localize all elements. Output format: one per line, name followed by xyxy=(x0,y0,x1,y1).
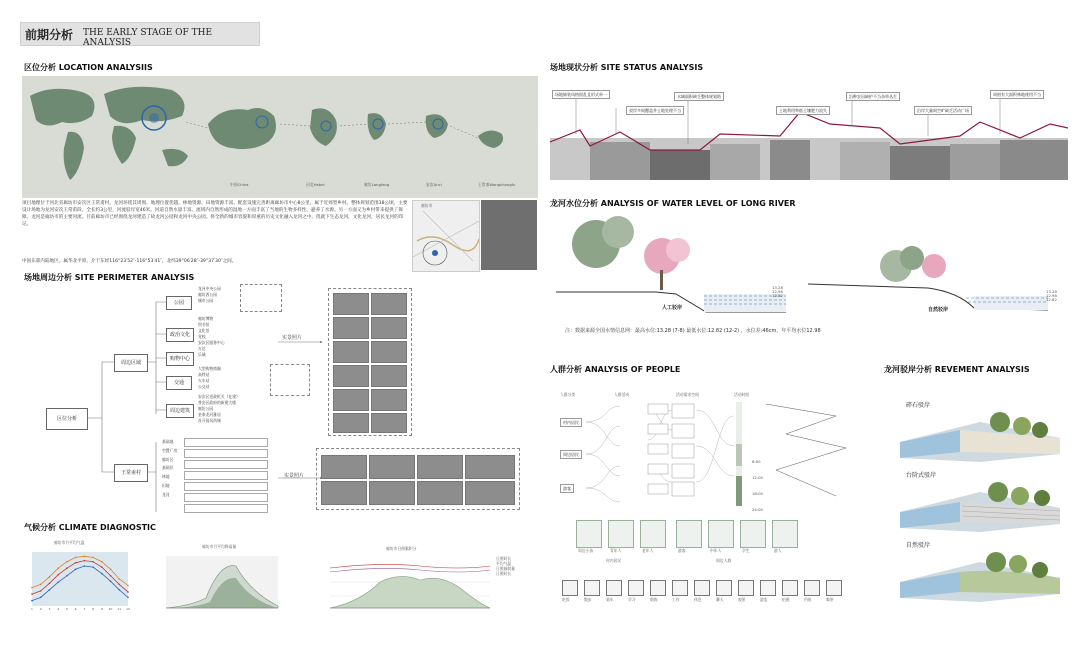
temperature-x-tick: 8 xyxy=(92,607,95,611)
temperature-x-tick: 4 xyxy=(57,607,60,611)
map-label-langfang: 廊坊Langfang xyxy=(364,182,390,187)
park-items: 龙河中央公园 廊坊西公园 城市公园 xyxy=(198,286,221,303)
temperature-point xyxy=(75,562,77,564)
village-photo-grid xyxy=(316,448,520,510)
temperature-point xyxy=(92,561,94,563)
temperature-point xyxy=(92,557,94,559)
activity-icon xyxy=(760,580,776,596)
temperature-point xyxy=(101,566,103,568)
activity-label: 工作 xyxy=(672,597,680,602)
activity-icon xyxy=(694,580,710,596)
temperature-point xyxy=(127,585,129,587)
activity-icon xyxy=(650,580,666,596)
page-title-box xyxy=(20,22,260,46)
perimeter-heading: 场地周边分析 SITE PERIMETER ANALYSIS xyxy=(24,273,195,282)
col-header-space: 活动需求空间 xyxy=(676,392,699,397)
world-map xyxy=(30,87,188,180)
temperature-x-tick: 11 xyxy=(117,607,122,611)
arrow-label-photos-1: 实景照片 xyxy=(282,335,303,341)
status-callout-2: 驳岸多间覆盖并土地处理不当 xyxy=(626,106,684,115)
perimeter-photo-grid xyxy=(328,288,412,436)
chart3-title: 廊坊市日照累积分 xyxy=(386,546,417,551)
activity-icon xyxy=(584,580,600,596)
status-callout-6: 沿岸大量间空旷缺乏活动广场 xyxy=(914,106,972,115)
wangchangfu-map xyxy=(478,130,503,148)
temperature-point xyxy=(92,566,94,568)
activity-label: 散步 xyxy=(584,597,592,602)
activity-icon xyxy=(804,580,820,596)
temperature-point xyxy=(110,568,112,570)
page-title-en: THE EARLY STAGE OF THE ANALYSIS xyxy=(83,28,213,48)
person-icon xyxy=(676,520,702,548)
activity-label: 骑车 xyxy=(606,597,614,602)
person-icon xyxy=(640,520,666,548)
group-label: 青年人 xyxy=(610,548,622,553)
perimeter-diagram xyxy=(22,282,522,520)
status-callout-7: 周围有大面积林地使用不当 xyxy=(990,90,1044,99)
activity-label: 吃饭 xyxy=(562,597,570,602)
temperature-point xyxy=(31,593,33,595)
temperature-x-tick: 3 xyxy=(48,607,51,611)
temperature-point xyxy=(127,597,129,599)
group-nearby: 周边居民 xyxy=(560,450,582,459)
arrow-label-photos-2: 实景照片 xyxy=(284,473,305,479)
category-transport: 交通 xyxy=(166,376,192,390)
activity-icon xyxy=(628,580,644,596)
activity-icon xyxy=(826,580,842,596)
revement-heading: 龙河驳岸分析 REVEMENT ANALYSIS xyxy=(884,365,1030,374)
climate-chart-temperature xyxy=(24,540,136,616)
status-section-panel xyxy=(550,84,1068,180)
category-shopping: 购物中心 xyxy=(166,352,194,366)
person-icon xyxy=(608,520,634,548)
activity-icon xyxy=(672,580,688,596)
revement-gravel xyxy=(900,400,1060,462)
china-map xyxy=(208,108,276,149)
location-coords: 中国东部内陆地区。属华北平原，介于东经116°23′52″-116°53′41″，北纬39°06′28″-39°37′30″之间。 xyxy=(22,259,237,264)
group-label: 学生 xyxy=(742,548,750,553)
revement-label: 自然驳岸 xyxy=(906,542,931,549)
group-label: 周边小孩 xyxy=(578,548,594,553)
temperature-point xyxy=(118,589,120,591)
water-section-right xyxy=(808,240,1072,320)
col-header-time: 活动时间 xyxy=(734,392,750,397)
temperature-x-tick: 9 xyxy=(100,607,103,611)
temperature-point xyxy=(75,568,77,570)
temperature-point xyxy=(118,578,120,580)
person-icon xyxy=(740,520,766,548)
activity-label: 游览 xyxy=(760,597,768,602)
water-note: 注：数据来源全国水情信息网：最高水位:13.28 (7-8) 最低水位:12.82 (12-2) ，水位差:46cm，年平均水位12.98 xyxy=(565,328,821,334)
status-callout-5: 沿种农田缺护不当杂草丛生 xyxy=(846,92,900,101)
temperature-point xyxy=(31,587,33,589)
temperature-point xyxy=(84,560,86,562)
activity-label: 休息 xyxy=(694,597,702,602)
temperature-point xyxy=(49,589,51,591)
activity-label: 观景 xyxy=(738,597,746,602)
activity-icon xyxy=(738,580,754,596)
people-flow-diagram xyxy=(556,386,856,510)
temperature-point xyxy=(40,584,42,586)
location-map-panel xyxy=(22,76,538,198)
village-row-boxes xyxy=(184,438,268,512)
temperature-x-tick: 7 xyxy=(83,607,86,611)
col-header-groups: 人群分类 xyxy=(560,392,576,397)
category-park: 公园 xyxy=(166,296,192,310)
temperature-point xyxy=(84,556,86,558)
temperature-point xyxy=(57,581,59,583)
category-buildings: 周边建筑 xyxy=(166,404,194,418)
temperature-point xyxy=(118,584,120,586)
temperature-point xyxy=(57,574,59,576)
temperature-x-tick: 5 xyxy=(65,607,68,611)
inset-map xyxy=(412,200,480,272)
activity-icon xyxy=(716,580,732,596)
location-heading: 区位分析 LOCATION ANALYSIIS xyxy=(24,63,153,72)
temperature-point xyxy=(57,567,59,569)
group-label: 游人 xyxy=(774,548,782,553)
water-right-ticks: 13.28 12.98 12.82 xyxy=(1046,289,1057,302)
temperature-point xyxy=(66,575,68,577)
revement-label: 台阶式驳岸 xyxy=(906,472,937,479)
status-callout-4: 土地利用率低土壤肥力流失 xyxy=(776,106,830,115)
page-title-cn: 前期分析 xyxy=(25,28,74,42)
activity-label: 喝茶 xyxy=(826,597,834,602)
temperature-x-tick: 2 xyxy=(39,607,42,611)
people-groups-row xyxy=(576,520,806,568)
temperature-point xyxy=(101,573,103,575)
revement-stepped xyxy=(900,470,1060,532)
temperature-point xyxy=(66,561,68,563)
temperature-point xyxy=(110,580,112,582)
temperature-point xyxy=(49,576,51,578)
status-heading: 场地现状分析 SITE STATUS ANALYSIS xyxy=(550,63,704,72)
shopping-notes xyxy=(270,364,310,396)
temperature-point xyxy=(110,575,112,577)
person-icon xyxy=(708,520,734,548)
branch-surrounding: 周边区域 xyxy=(114,354,148,372)
temperature-x-tick: 6 xyxy=(74,607,77,611)
group-visitors: 游客 xyxy=(560,484,574,493)
climate-heading: 气候分析 CLIMATE DIAGNOSTIC xyxy=(24,523,156,532)
branch-village: 王常甫村 xyxy=(114,464,148,482)
water-right-label: 自然驳岸 xyxy=(928,307,949,313)
anci-map xyxy=(426,114,448,138)
shopping-items: 大型购物商圈 高铁站 火车站 公交站 xyxy=(198,366,221,389)
temperature-point xyxy=(49,583,51,585)
chart2-title: 廊坊市月平均降雨量 xyxy=(202,544,237,549)
status-callout-3: 水域面积缺乏整体规划防 xyxy=(674,92,724,101)
temperature-point xyxy=(66,567,68,569)
group-caption: 村内居民 xyxy=(606,558,622,563)
activity-icon xyxy=(782,580,798,596)
langfang-map xyxy=(368,113,386,140)
temperature-point xyxy=(31,600,33,602)
village-rows: 基础地 空置厂房 廊坊区 基础层 林地 田地 龙河 xyxy=(162,439,178,497)
revement-label: 碎石驳岸 xyxy=(906,402,931,409)
group-label: 游客 xyxy=(678,548,686,553)
map-label-hebei: 河北Hebei xyxy=(306,182,325,187)
people-heading: 人群分析 ANALYSIS OF PEOPLE xyxy=(550,365,681,374)
activity-label: 学习 xyxy=(628,597,636,602)
hebei-map xyxy=(310,108,337,146)
activity-label: 钓鱼 xyxy=(804,597,812,602)
climate-chart-rainfall xyxy=(150,544,290,616)
revement-natural xyxy=(900,540,1060,602)
map-label-china: 中国China xyxy=(230,182,249,187)
group-label: 老年人 xyxy=(642,548,654,553)
park-notes xyxy=(240,284,282,312)
activity-icon xyxy=(562,580,578,596)
person-icon xyxy=(772,520,798,548)
group-label: 中年人 xyxy=(710,548,722,553)
person-icon xyxy=(576,520,602,548)
water-left-label: 人工驳岸 xyxy=(662,305,683,311)
water-heading: 龙河水位分析 ANALYSIS OF WATER LEVEL OF LONG RIVER xyxy=(550,199,796,208)
group-villagers: 村内居民 xyxy=(560,418,582,427)
temperature-x-tick: 1 xyxy=(31,607,33,611)
location-paragraph: 项目地理位于河北省廊坊市安次区王常甫村。龙河环绕其周围。地理位置优越。林地资源、田地资源丰富。配套设施完善距离廊坊市中心8公里。属于近郊型乡村。整体规划范围38公顷。主要设计场地为龙河安次王常甫段。全长约3公里，河流驳岸宽46米。河道自然水量丰富。流域内自然形成的湿地一方面丰富了当地的生物多样性。避养了水源。另一方面又为乡村带来提供了保障。龙河是廊坊市的主要河流。目前廊坊市已经围绕龙河建造了故龙河公园和龙河中央公园。将全新的城市容貌和厚重的历史文化融入龙河之中。绕就下生态龙河，文化龙河，居民龙河的印记。 xyxy=(22,201,408,227)
temperature-chart-svg xyxy=(24,548,136,618)
chart3-legend: 日照时长 平均气温 日照辐射量 日照时长 xyxy=(496,556,515,576)
activity-label: 拍照 xyxy=(782,597,790,602)
water-left-ticks: 13.28 12.98 12.82 xyxy=(772,285,783,298)
temperature-point xyxy=(75,557,77,559)
activity-label: 锻炼 xyxy=(650,597,658,602)
status-callout-1: 场地铺装风格固乱且形式单一 xyxy=(552,90,610,99)
activity-label: 聊天 xyxy=(716,597,724,602)
activity-icon xyxy=(606,580,622,596)
map-label-wangchangfu: 王常甫Wangchangfu xyxy=(478,182,516,187)
temperature-point xyxy=(40,590,42,592)
temperature-point xyxy=(101,561,103,563)
location-maps xyxy=(22,76,538,198)
col-header-activities: 人群活动 xyxy=(614,392,630,397)
aerial-photo xyxy=(481,200,537,270)
map-label-anci: 安次Anci xyxy=(426,182,442,187)
culture-items: 廊坊博物 图书馆 文化馆 党校 安次区服务中心 万达 乐城 xyxy=(198,316,225,357)
perimeter-root: 区位分析 xyxy=(46,408,88,430)
climate-chart-sunshine xyxy=(320,546,530,616)
temperature-x-tick: 10 xyxy=(108,607,113,611)
activity-icons-row xyxy=(562,580,852,610)
time-labels: 8:00 12:00 18:00 24:00 xyxy=(752,459,763,512)
temperature-x-tick: 12 xyxy=(126,607,130,611)
chart1-title: 廊坊市月平均气温 xyxy=(54,540,85,545)
inset-map-label: 廊坊市 xyxy=(421,203,433,208)
building-items: 安次区党政机关（在建） 普安区政府的新建大楼 廊坊公园 金泰龙河雅居 首开国风尚城 xyxy=(198,394,240,423)
temperature-point xyxy=(40,597,42,599)
temperature-point xyxy=(127,591,129,593)
category-culture: 政治文化 xyxy=(166,328,194,342)
water-section-left xyxy=(556,214,812,320)
temperature-point xyxy=(84,565,86,567)
group-caption: 周边人群 xyxy=(716,558,732,563)
